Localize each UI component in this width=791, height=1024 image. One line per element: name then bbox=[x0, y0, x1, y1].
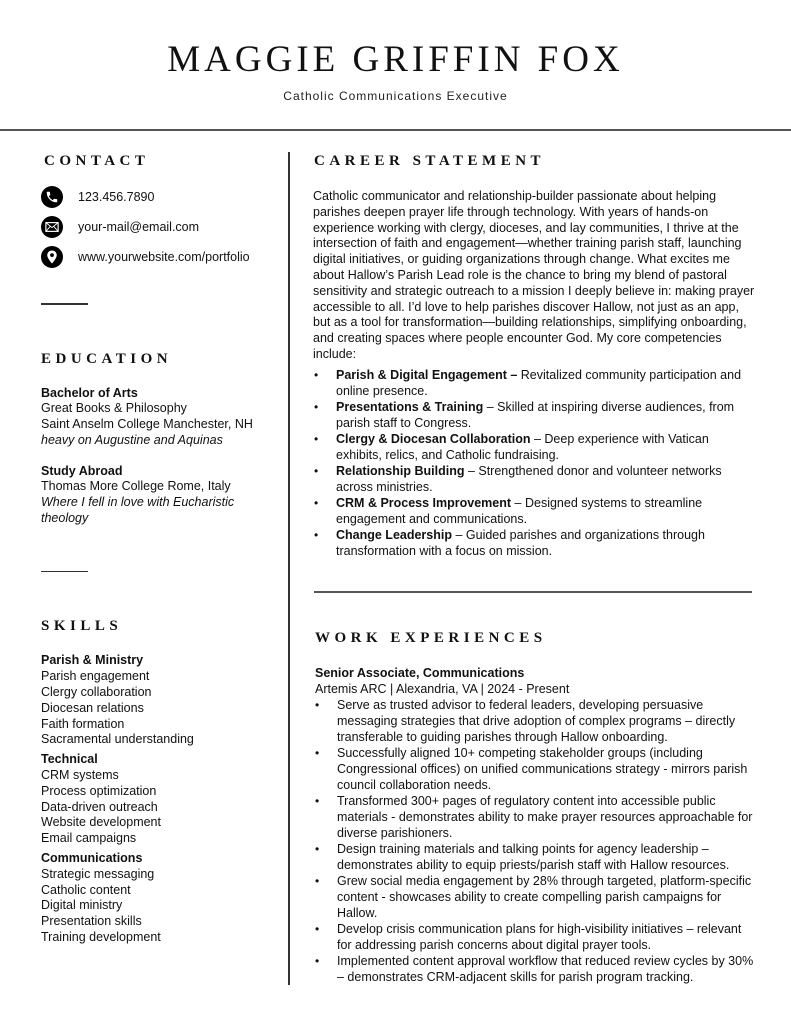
competency-label: Presentations & Training bbox=[336, 399, 484, 414]
website-url: www.yourwebsite.com/portfolio bbox=[78, 250, 250, 264]
skill-item: Sacramental understanding bbox=[41, 732, 194, 747]
mail-icon bbox=[41, 216, 63, 238]
section-divider bbox=[41, 303, 88, 305]
bullet-icon: • bbox=[315, 922, 320, 937]
job-bullet bbox=[315, 841, 755, 873]
contact-website bbox=[41, 245, 281, 269]
job-bullet-text: Transformed 300+ pages of regulatory content into accessible public materials - demonstrates ability to make prayer resources approachable for diverse parishioners. bbox=[337, 794, 753, 841]
job-bullet bbox=[315, 697, 755, 745]
phone-number: 123.456.7890 bbox=[78, 190, 155, 204]
skill-item: Diocesan relations bbox=[41, 700, 144, 715]
skill-item: Faith formation bbox=[41, 716, 125, 731]
contact-heading: CONTACT bbox=[44, 153, 150, 169]
job-bullet bbox=[315, 745, 755, 793]
skill-item: Digital ministry bbox=[41, 898, 123, 913]
bullet-icon: • bbox=[314, 463, 319, 478]
job-bullet-text: Serve as trusted advisor to federal leaders, developing persuasive messaging strategies that drive adoption of complex programs – directly transferable to guiding parishes through Hallow onboarding. bbox=[337, 698, 736, 745]
job-bullet-list bbox=[315, 697, 755, 985]
right-column bbox=[313, 152, 755, 985]
skill-item: Website development bbox=[41, 815, 161, 830]
job-bullet-text: Grew social media engagement by 28% through targeted, platform-specific content - showcases ability to create compelling parish campaigns for Hallow. bbox=[337, 874, 752, 921]
competency-text: – Designed systems to streamline engagement and communications. bbox=[336, 495, 703, 526]
skills-heading: SKILLS bbox=[41, 618, 123, 635]
job-bullet-text: Successfully aligned 10+ competing stakeholder groups (including Congressional offices) on unified communications strategy - mirrors parish council collaboration needs. bbox=[337, 746, 748, 793]
job-bullet bbox=[315, 793, 755, 841]
job-entry bbox=[315, 666, 755, 986]
competency-text: Revitalized community participation and online presence. bbox=[336, 367, 742, 398]
competency-item bbox=[314, 431, 755, 463]
competency-label: CRM & Process Improvement bbox=[336, 495, 512, 510]
skill-group-title: Communications bbox=[41, 850, 143, 865]
section-divider bbox=[314, 591, 752, 593]
education-degree: Bachelor of Arts bbox=[41, 385, 138, 400]
competency-item bbox=[314, 367, 755, 399]
competency-text: – Skilled at inspiring diverse audiences, from parish staff to Congress. bbox=[336, 399, 735, 430]
skill-item: Strategic messaging bbox=[41, 866, 155, 881]
bullet-icon: • bbox=[314, 527, 319, 542]
contact-list bbox=[41, 185, 281, 269]
bullet-icon: • bbox=[315, 746, 320, 761]
competency-label: Relationship Building bbox=[336, 463, 465, 478]
bullet-icon: • bbox=[314, 495, 319, 510]
skill-group-title: Parish & Ministry bbox=[41, 653, 144, 668]
candidate-name: MAGGIE GRIFFIN FOX bbox=[167, 39, 624, 80]
education-field: Great Books & Philosophy bbox=[41, 401, 187, 416]
job-role: Senior Associate, Communications bbox=[315, 665, 525, 680]
bullet-icon: • bbox=[314, 431, 319, 446]
career-heading: CAREER STATEMENT bbox=[314, 153, 546, 169]
bullet-icon: • bbox=[315, 954, 320, 969]
competency-label: Parish & Digital Engagement – bbox=[336, 367, 518, 382]
bullet-icon: • bbox=[315, 842, 320, 857]
competency-item bbox=[314, 463, 755, 495]
job-bullet-text: Design training materials and talking points for agency leadership – demonstrates ability to equip priests/parish staff with Hallow resources. bbox=[337, 842, 730, 873]
skill-item: Parish engagement bbox=[41, 669, 150, 684]
skill-group-title: Technical bbox=[41, 752, 98, 767]
header-divider bbox=[0, 129, 791, 131]
skill-item: Training development bbox=[41, 929, 161, 944]
bullet-icon: • bbox=[315, 874, 320, 889]
job-bullet bbox=[315, 873, 755, 921]
competency-list bbox=[314, 367, 755, 559]
skill-item: Process optimization bbox=[41, 783, 157, 798]
competency-text: – Strengthened donor and volunteer networks across ministries. bbox=[336, 463, 722, 494]
education-school: Thomas More College Rome, Italy bbox=[41, 479, 231, 494]
competency-text: – Deep experience with Vatican exhibits, relics, and Catholic fundraising. bbox=[336, 431, 709, 462]
candidate-title: Catholic Communications Executive bbox=[283, 89, 508, 103]
skill-item: Data-driven outreach bbox=[41, 799, 158, 814]
career-statement: Catholic communicator and relationship-builder passionate about helping parishes deepen prayer life through technology. With years of hands-on experience working with clergy, dioceses, and lay communities, I thrive at the intersection of faith and engagement—whether training parish staff, launching digital initiatives, or guiding organizations through change. What excites me about Hallow’s Parish Lead role is the chance to bring my blend of pastoral sensitivity and strategic outreach to a mission I deeply believe in: making prayer accessible to all. I’d love to help parishes discover Hallow, not just as an app, but as a tool for transformation—building relationships, simplifying onboarding, and creating spaces where people encounter God. My core competencies include: bbox=[313, 189, 755, 361]
contact-email bbox=[41, 215, 281, 239]
bullet-icon: • bbox=[314, 399, 319, 414]
skill-item: Presentation skills bbox=[41, 914, 142, 929]
competency-item bbox=[314, 527, 755, 559]
work-heading: WORK EXPERIENCES bbox=[315, 629, 547, 646]
competency-item bbox=[314, 399, 755, 431]
job-bullet bbox=[315, 921, 755, 953]
section-divider bbox=[41, 571, 88, 573]
education-note: Where I fell in love with Eucharistic theology bbox=[41, 495, 235, 526]
skill-item: CRM systems bbox=[41, 767, 119, 782]
left-column bbox=[41, 152, 281, 946]
job-meta: Artemis ARC | Alexandria, VA | 2024 - Present bbox=[315, 681, 570, 696]
job-bullet-text: Implemented content approval workflow that reduced review cycles by 30% – demonstrates CRM-adjacent skills for parish program tracking. bbox=[337, 954, 754, 985]
education-note: heavy on Augustine and Aquinas bbox=[41, 432, 223, 447]
competency-label: Clergy & Diocesan Collaboration bbox=[336, 431, 531, 446]
competency-item bbox=[314, 495, 755, 527]
phone-icon bbox=[41, 186, 63, 208]
skill-item: Catholic content bbox=[41, 882, 131, 897]
competency-text: – Guided parishes and organizations through transformation with a focus on mission. bbox=[336, 527, 705, 558]
education-entry bbox=[41, 386, 281, 449]
bullet-icon: • bbox=[314, 367, 319, 382]
education-degree: Study Abroad bbox=[41, 463, 123, 478]
email-address: your-mail@email.com bbox=[78, 220, 200, 234]
contact-phone bbox=[41, 185, 281, 209]
competency-label: Change Leadership bbox=[336, 527, 452, 542]
skill-item: Email campaigns bbox=[41, 831, 137, 846]
location-icon bbox=[41, 246, 63, 268]
education-school: Saint Anselm College Manchester, NH bbox=[41, 417, 253, 432]
bullet-icon: • bbox=[315, 794, 320, 809]
education-heading: EDUCATION bbox=[41, 350, 173, 367]
skills-list bbox=[41, 653, 281, 945]
skill-item: Clergy collaboration bbox=[41, 684, 152, 699]
education-entry bbox=[41, 464, 281, 527]
job-bullet-text: Develop crisis communication plans for high-visibility initiatives – relevant for addressing parish concerns about digital prayer tools. bbox=[337, 922, 742, 953]
bullet-icon: • bbox=[315, 698, 320, 713]
job-bullet bbox=[315, 953, 755, 985]
column-divider bbox=[288, 152, 290, 985]
